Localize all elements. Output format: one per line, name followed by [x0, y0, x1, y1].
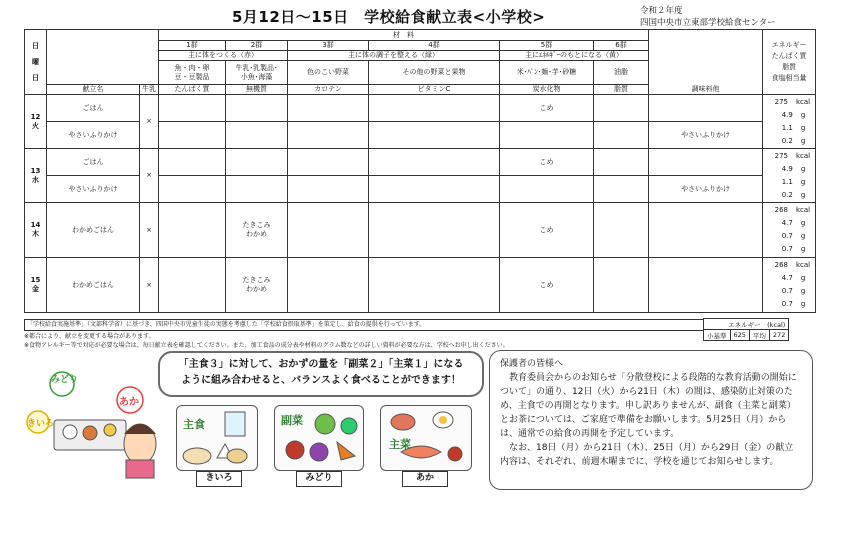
balance-tip-bubble: 「主食３」に対して、おかずの量を「副菜２」「主菜１」になる ように組み合わせると、バランスよく食べることができます！ [158, 351, 484, 397]
group-4: 4群 [369, 41, 500, 51]
nutrient-4: ビタミンC [369, 85, 500, 95]
avg-label: 平均 [749, 330, 769, 341]
milk-cell: × [140, 149, 159, 203]
color-label-green: みどり [51, 375, 79, 385]
seasoning-cell [649, 258, 763, 313]
staple-card [176, 405, 258, 471]
group2-cell: たきこみ わかめ [226, 258, 288, 313]
organization-name: 四国中央市立東部学校給食センター [640, 18, 776, 28]
nutrition-cell: 268 kcal 4.7 g 0.7 g 0.7 g [763, 258, 816, 313]
main-dish-card-text: 主菜 [389, 438, 411, 451]
main-dish-card [380, 405, 472, 471]
food-4: その他の野菜と果物 [369, 61, 500, 85]
materials-header: 材 料 [159, 30, 649, 41]
table-row [25, 95, 816, 122]
nutrition-cell: 275 kcal 4.9 g 1.1 g 0.2 g [763, 149, 816, 203]
change-note: ※都合により、献立を変更する場合があります。 [24, 333, 155, 340]
table-row [25, 149, 816, 176]
day-column-header: 日 曜 日 [25, 30, 47, 95]
allergy-note: ※食物アレルギー等で対応が必要な場合は、毎日献立表を確認してください。また、加工食品の成分表や材料のグラム数などの詳しい資料が必要な方は、学校へお申し出ください。 [24, 342, 509, 349]
group-6: 6群 [594, 41, 649, 51]
nutrient-6: 脂質 [594, 85, 649, 95]
nutrient-1: たんぱく質 [159, 85, 226, 95]
seasoning-header: 調味料他 [649, 85, 763, 95]
group5-cell: こめ [500, 95, 594, 122]
group5-cell: こめ [500, 203, 594, 258]
energy-header: エネルギー たんぱく質 脂質 食塩相当量 [763, 30, 816, 95]
nutrient-5: 炭水化物 [500, 85, 594, 95]
seasoning-cell: やさいふりかけ [649, 176, 763, 203]
group5-cell: こめ [500, 258, 594, 313]
dish-name: ごはん [47, 149, 140, 176]
milk-cell: × [140, 258, 159, 313]
staple-card-text: 主食 [183, 418, 205, 431]
role-yellow: 主にｴﾈﾙｷﾞｰのもとになる（黄） [500, 51, 649, 61]
day-cell: 15 金 [25, 258, 47, 313]
notice-greeting: 保護者の皆様へ [500, 359, 564, 369]
dish-name: わかめごはん [47, 258, 140, 313]
menu-name-header: 献立名 [47, 85, 140, 95]
group2-cell: たきこみ わかめ [226, 203, 288, 258]
base-value: 625 [730, 330, 749, 341]
food-5: 米･ﾊﾟﾝ･麺･芋･砂糖 [500, 61, 594, 85]
menu-table [24, 29, 816, 313]
dish-name: やさいふりかけ [47, 122, 140, 149]
role-green: 主に体の調子を整える（緑） [288, 51, 500, 61]
child-illustration [18, 370, 168, 480]
seasoning-cell [649, 203, 763, 258]
label-red: あか [402, 471, 448, 487]
nutrition-cell: 275 kcal 4.9 g 1.1 g 0.2 g [763, 95, 816, 149]
food-6: 油脂 [594, 61, 649, 85]
milk-cell: × [140, 203, 159, 258]
color-label-yellow: きいろ [27, 419, 55, 429]
table-row [25, 203, 816, 258]
food-2: 牛乳･乳製品･ 小魚･海藻 [226, 61, 288, 85]
fiscal-year: 令和２年度 [640, 6, 683, 16]
group-1: 1群 [159, 41, 226, 51]
dish-name: ごはん [47, 95, 140, 122]
group-5: 5群 [500, 41, 594, 51]
notice-body-2: なお、18日（月）から21日（木）、25日（月）から29日（金）の献立内容は、それぞれ、前週木曜までに、学校を通じてお知らせします。 [500, 443, 794, 467]
day-cell: 13 水 [25, 149, 47, 203]
base-label: 小基準 [704, 330, 731, 341]
label-yellow: きいろ [196, 471, 242, 487]
guardian-notice [489, 350, 813, 490]
dish-name: やさいふりかけ [47, 176, 140, 203]
side-dish-card [274, 405, 364, 471]
role-red: 主に体をつくる（赤） [159, 51, 288, 61]
page-title: 5月12日～15日 学校給食献立表<小学校> [232, 8, 546, 26]
energy-summary [703, 318, 789, 341]
milk-header: 牛乳 [140, 85, 159, 95]
notice-body: 教育委員会からのお知らせ「分散登校による段階的な教育活動の開始について」の通り、12日（火）から21日（木）の間は、感染防止対策のため、主食での再開となります。申し訳ありませんが、副食（主菜と副菜）とお茶については、ご家庭で準備をお願いします。5月25日（月）からは、通常での給食の再開を予定しています。 [500, 373, 797, 439]
nutrient-3: カロテン [288, 85, 369, 95]
nutrient-2: 無機質 [226, 85, 288, 95]
header-info [640, 5, 776, 29]
nutrition-cell: 268 kcal 4.7 g 0.7 g 0.7 g [763, 203, 816, 258]
standard-note: 「学校給食実施基準」（文部科学省）に基づき、四国中央市児童生徒の実態を考慮した「学校給食摂取基準」を策定し、給食の提供を行っています。 [24, 319, 704, 331]
side-dish-card-text: 副菜 [281, 414, 303, 427]
label-green: みどり [296, 471, 342, 487]
dish-name: わかめごはん [47, 203, 140, 258]
color-label-red: あか [119, 397, 139, 408]
energy-summary-title: エネルギー (kcal) [704, 319, 789, 330]
food-1: 魚・肉・卵 豆・豆製品 [159, 61, 226, 85]
seasoning-cell: やさいふりかけ [649, 122, 763, 149]
day-cell: 12 火 [25, 95, 47, 149]
milk-cell: × [140, 95, 159, 149]
group-2: 2群 [226, 41, 288, 51]
group-3: 3群 [288, 41, 369, 51]
group5-cell: こめ [500, 149, 594, 176]
seasoning-header-top [649, 30, 763, 85]
day-cell: 14 木 [25, 203, 47, 258]
avg-value: 272 [769, 330, 788, 341]
food-3: 色のこい野菜 [288, 61, 369, 85]
table-row [25, 258, 816, 313]
